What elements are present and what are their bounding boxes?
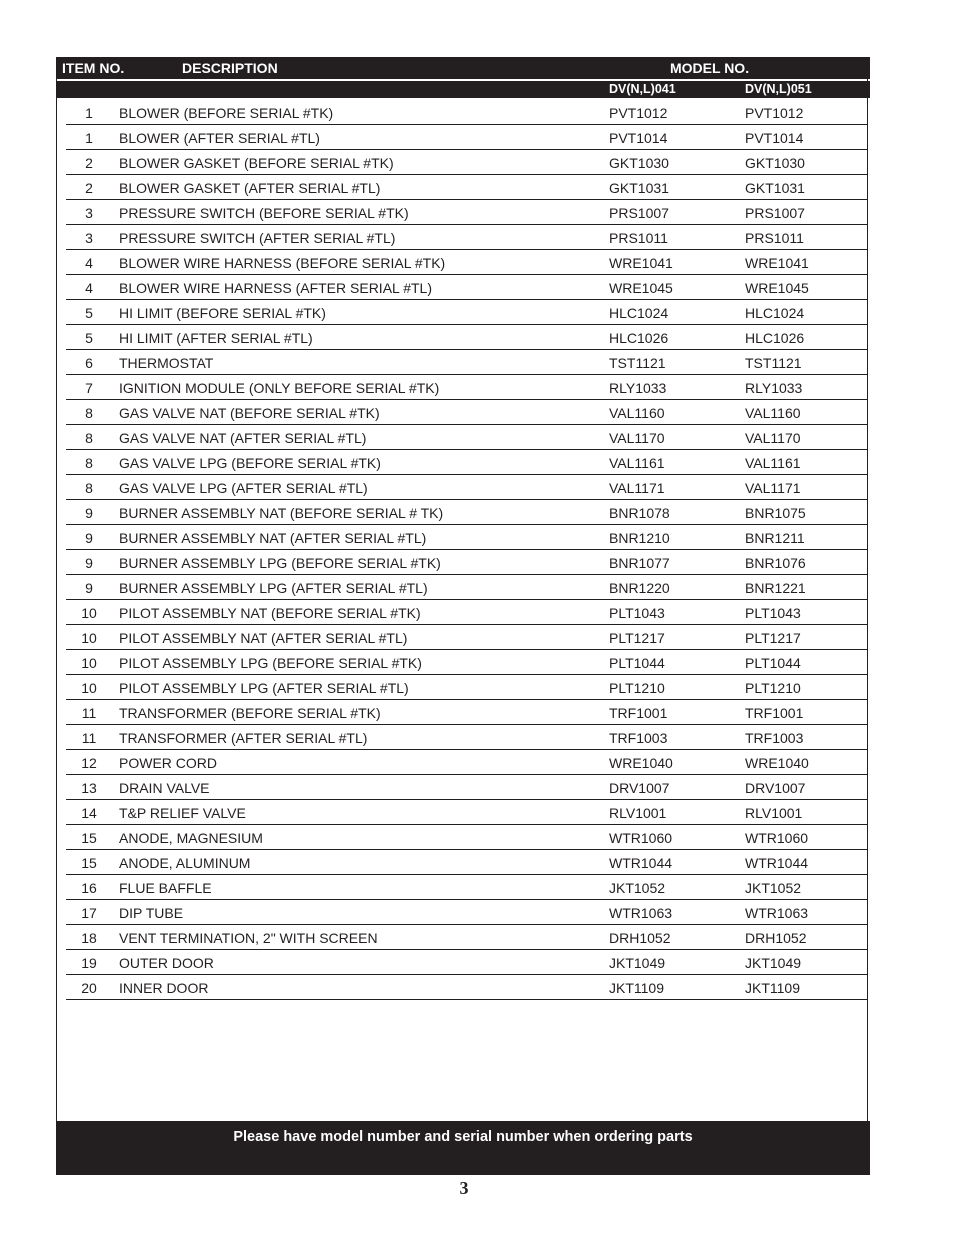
part-number-model-2: HLC1024 bbox=[745, 305, 805, 321]
part-number-model-1: WTR1044 bbox=[609, 855, 673, 871]
part-number-model-1: WRE1045 bbox=[609, 280, 673, 296]
item-description: HI LIMIT (AFTER SERIAL #TL) bbox=[119, 330, 313, 346]
item-description: PILOT ASSEMBLY NAT (BEFORE SERIAL #TK) bbox=[119, 605, 421, 621]
part-number-model-2: WRE1041 bbox=[745, 255, 809, 271]
model-subheader bbox=[56, 81, 870, 98]
table-row bbox=[66, 525, 868, 550]
item-description: BURNER ASSEMBLY NAT (BEFORE SERIAL # TK) bbox=[119, 505, 444, 521]
part-number-model-1: PRS1011 bbox=[609, 230, 668, 246]
ordering-note-bar bbox=[56, 1121, 870, 1175]
part-number-model-2: BNR1221 bbox=[745, 580, 806, 596]
header-model-no: MODEL NO. bbox=[670, 60, 750, 76]
table-row bbox=[66, 850, 868, 875]
model-1-label: DV(N,L)041 bbox=[609, 82, 676, 96]
part-number-model-2: TRF1003 bbox=[745, 730, 804, 746]
part-number-model-1: DRH1052 bbox=[609, 930, 671, 946]
item-number: 10 bbox=[81, 605, 97, 621]
part-number-model-2: WTR1060 bbox=[745, 830, 809, 846]
part-number-model-1: BNR1078 bbox=[609, 505, 670, 521]
table-row bbox=[66, 300, 868, 325]
item-description: GAS VALVE NAT (AFTER SERIAL #TL) bbox=[119, 430, 367, 446]
part-number-model-2: VAL1161 bbox=[745, 455, 801, 471]
table-row bbox=[66, 775, 868, 800]
part-number-model-2: RLV1001 bbox=[745, 805, 803, 821]
item-number: 15 bbox=[81, 855, 97, 871]
ordering-note: Please have model number and serial number when ordering parts bbox=[233, 1129, 693, 1145]
item-description: IGNITION MODULE (ONLY BEFORE SERIAL #TK) bbox=[119, 380, 440, 396]
item-description: BLOWER (BEFORE SERIAL #TK) bbox=[119, 105, 334, 121]
item-number: 3 bbox=[85, 205, 93, 221]
item-number: 14 bbox=[81, 805, 97, 821]
item-number: 18 bbox=[81, 930, 97, 946]
table-row bbox=[66, 900, 868, 925]
part-number-model-1: VAL1160 bbox=[609, 405, 665, 421]
part-number-model-1: PLT1217 bbox=[609, 630, 665, 646]
part-number-model-1: DRV1007 bbox=[609, 780, 670, 796]
item-number: 10 bbox=[81, 655, 97, 671]
header-description: DESCRIPTION bbox=[182, 60, 278, 76]
item-description: GAS VALVE LPG (BEFORE SERIAL #TK) bbox=[119, 455, 381, 471]
item-description: PILOT ASSEMBLY NAT (AFTER SERIAL #TL) bbox=[119, 630, 408, 646]
item-description: BURNER ASSEMBLY NAT (AFTER SERIAL #TL) bbox=[119, 530, 427, 546]
part-number-model-2: BNR1076 bbox=[745, 555, 806, 571]
table-row bbox=[66, 575, 868, 600]
part-number-model-2: PRS1011 bbox=[745, 230, 804, 246]
item-description: OUTER DOOR bbox=[119, 955, 214, 971]
part-number-model-1: HLC1024 bbox=[609, 305, 669, 321]
item-description: BLOWER WIRE HARNESS (BEFORE SERIAL #TK) bbox=[119, 255, 446, 271]
table-row bbox=[66, 800, 868, 825]
item-number: 10 bbox=[81, 630, 97, 646]
item-description: TRANSFORMER (BEFORE SERIAL #TK) bbox=[119, 705, 381, 721]
item-description: GAS VALVE NAT (BEFORE SERIAL #TK) bbox=[119, 405, 380, 421]
part-number-model-2: WRE1040 bbox=[745, 755, 809, 771]
item-number: 17 bbox=[81, 905, 97, 921]
part-number-model-1: GKT1031 bbox=[609, 180, 669, 196]
item-description: THERMOSTAT bbox=[119, 355, 214, 371]
item-number: 15 bbox=[81, 830, 97, 846]
item-description: DIP TUBE bbox=[119, 905, 184, 921]
table-row bbox=[66, 425, 868, 450]
table-row bbox=[66, 400, 868, 425]
item-number: 9 bbox=[85, 505, 93, 521]
item-number: 4 bbox=[85, 255, 93, 271]
part-number-model-1: PVT1014 bbox=[609, 130, 668, 146]
part-number-model-1: PRS1007 bbox=[609, 205, 669, 221]
item-number: 1 bbox=[85, 105, 93, 121]
item-number: 1 bbox=[85, 130, 93, 146]
part-number-model-1: BNR1077 bbox=[609, 555, 670, 571]
part-number-model-2: PVT1012 bbox=[745, 105, 804, 121]
item-description: GAS VALVE LPG (AFTER SERIAL #TL) bbox=[119, 480, 368, 496]
item-number: 9 bbox=[85, 555, 93, 571]
part-number-model-1: RLV1001 bbox=[609, 805, 667, 821]
part-number-model-1: PLT1210 bbox=[609, 680, 665, 696]
table-row bbox=[66, 725, 868, 750]
part-number-model-1: WRE1041 bbox=[609, 255, 673, 271]
part-number-model-2: VAL1171 bbox=[745, 480, 801, 496]
item-description: BLOWER (AFTER SERIAL #TL) bbox=[119, 130, 320, 146]
item-number: 11 bbox=[81, 705, 97, 721]
item-description: PILOT ASSEMBLY LPG (AFTER SERIAL #TL) bbox=[119, 680, 409, 696]
table-row bbox=[66, 350, 868, 375]
item-description: TRANSFORMER (AFTER SERIAL #TL) bbox=[119, 730, 368, 746]
part-number-model-1: TRF1001 bbox=[609, 705, 668, 721]
part-number-model-2: WRE1045 bbox=[745, 280, 809, 296]
part-number-model-1: PLT1043 bbox=[609, 605, 665, 621]
item-number: 7 bbox=[85, 380, 93, 396]
part-number-model-1: TST1121 bbox=[609, 355, 666, 371]
table-row bbox=[66, 175, 868, 200]
part-number-model-2: GKT1031 bbox=[745, 180, 805, 196]
table-row bbox=[66, 100, 868, 125]
item-description: VENT TERMINATION, 2" WITH SCREEN bbox=[119, 930, 378, 946]
part-number-model-1: TRF1003 bbox=[609, 730, 668, 746]
item-number: 20 bbox=[81, 980, 97, 996]
header-item-no: ITEM NO. bbox=[62, 60, 125, 76]
part-number-model-2: TST1121 bbox=[745, 355, 802, 371]
table-row bbox=[66, 450, 868, 475]
part-number-model-2: PLT1217 bbox=[745, 630, 801, 646]
item-number: 6 bbox=[85, 355, 93, 371]
table-row bbox=[66, 500, 868, 525]
table-row bbox=[66, 650, 868, 675]
part-number-model-1: JKT1109 bbox=[609, 980, 664, 996]
part-number-model-2: JKT1109 bbox=[745, 980, 800, 996]
item-description: T&P RELIEF VALVE bbox=[119, 805, 246, 821]
table-row bbox=[66, 200, 868, 225]
part-number-model-1: VAL1161 bbox=[609, 455, 665, 471]
item-number: 9 bbox=[85, 530, 93, 546]
item-description: DRAIN VALVE bbox=[119, 780, 210, 796]
table-row bbox=[66, 150, 868, 175]
item-number: 19 bbox=[81, 955, 97, 971]
table-row bbox=[66, 475, 868, 500]
table-row bbox=[66, 225, 868, 250]
item-number: 10 bbox=[81, 680, 97, 696]
item-description: POWER CORD bbox=[119, 755, 217, 771]
item-description: BURNER ASSEMBLY LPG (BEFORE SERIAL #TK) bbox=[119, 555, 441, 571]
part-number-model-2: RLY1033 bbox=[745, 380, 803, 396]
table-row bbox=[66, 750, 868, 775]
item-number: 13 bbox=[81, 780, 97, 796]
part-number-model-1: BNR1210 bbox=[609, 530, 670, 546]
item-description: ANODE, ALUMINUM bbox=[119, 855, 251, 871]
parts-table-body bbox=[66, 100, 868, 1000]
part-number-model-1: WTR1063 bbox=[609, 905, 673, 921]
part-number-model-1: WTR1060 bbox=[609, 830, 673, 846]
table-row bbox=[66, 550, 868, 575]
item-number: 16 bbox=[81, 880, 97, 896]
item-description: BLOWER GASKET (AFTER SERIAL #TL) bbox=[119, 180, 381, 196]
item-number: 5 bbox=[85, 305, 93, 321]
table-row bbox=[66, 625, 868, 650]
part-number-model-2: PVT1014 bbox=[745, 130, 804, 146]
part-number-model-1: VAL1170 bbox=[609, 430, 665, 446]
part-number-model-1: HLC1026 bbox=[609, 330, 669, 346]
part-number-model-1: JKT1052 bbox=[609, 880, 666, 896]
item-description: INNER DOOR bbox=[119, 980, 209, 996]
part-number-model-2: BNR1211 bbox=[745, 530, 805, 546]
table-row bbox=[66, 125, 868, 150]
part-number-model-2: PLT1210 bbox=[745, 680, 801, 696]
item-description: PILOT ASSEMBLY LPG (BEFORE SERIAL #TK) bbox=[119, 655, 422, 671]
table-row bbox=[66, 600, 868, 625]
item-number: 8 bbox=[85, 480, 93, 496]
table-row bbox=[66, 325, 868, 350]
part-number-model-2: WTR1044 bbox=[745, 855, 809, 871]
item-number: 9 bbox=[85, 580, 93, 596]
model-2-label: DV(N,L)051 bbox=[745, 82, 812, 96]
item-description: PRESSURE SWITCH (AFTER SERIAL #TL) bbox=[119, 230, 396, 246]
item-number: 2 bbox=[85, 180, 93, 196]
part-number-model-2: PRS1007 bbox=[745, 205, 805, 221]
item-number: 8 bbox=[85, 430, 93, 446]
part-number-model-2: GKT1030 bbox=[745, 155, 805, 171]
part-number-model-2: VAL1160 bbox=[745, 405, 801, 421]
part-number-model-1: JKT1049 bbox=[609, 955, 666, 971]
part-number-model-2: TRF1001 bbox=[745, 705, 804, 721]
item-description: PRESSURE SWITCH (BEFORE SERIAL #TK) bbox=[119, 205, 409, 221]
part-number-model-1: GKT1030 bbox=[609, 155, 669, 171]
page-number: 3 bbox=[459, 1178, 469, 1198]
part-number-model-1: PLT1044 bbox=[609, 655, 665, 671]
table-header bbox=[56, 57, 870, 79]
part-number-model-2: PLT1043 bbox=[745, 605, 801, 621]
table-row bbox=[66, 925, 868, 950]
item-number: 11 bbox=[81, 730, 97, 746]
table-row bbox=[66, 675, 868, 700]
table-row bbox=[66, 875, 868, 900]
part-number-model-2: BNR1075 bbox=[745, 505, 806, 521]
part-number-model-2: DRH1052 bbox=[745, 930, 807, 946]
table-row bbox=[66, 375, 868, 400]
table-row bbox=[66, 275, 868, 300]
item-description: BLOWER GASKET (BEFORE SERIAL #TK) bbox=[119, 155, 394, 171]
item-number: 5 bbox=[85, 330, 93, 346]
table-row bbox=[66, 975, 868, 1000]
table-row bbox=[66, 950, 868, 975]
part-number-model-2: VAL1170 bbox=[745, 430, 801, 446]
table-row bbox=[66, 250, 868, 275]
item-description: FLUE BAFFLE bbox=[119, 880, 212, 896]
part-number-model-1: BNR1220 bbox=[609, 580, 670, 596]
table-row bbox=[66, 700, 868, 725]
table-row bbox=[66, 825, 868, 850]
part-number-model-1: VAL1171 bbox=[609, 480, 665, 496]
item-description: HI LIMIT (BEFORE SERIAL #TK) bbox=[119, 305, 326, 321]
part-number-model-1: PVT1012 bbox=[609, 105, 668, 121]
part-number-model-2: JKT1052 bbox=[745, 880, 802, 896]
part-number-model-2: WTR1063 bbox=[745, 905, 809, 921]
part-number-model-1: RLY1033 bbox=[609, 380, 667, 396]
part-number-model-2: PLT1044 bbox=[745, 655, 801, 671]
item-number: 8 bbox=[85, 405, 93, 421]
item-number: 4 bbox=[85, 280, 93, 296]
part-number-model-2: DRV1007 bbox=[745, 780, 806, 796]
item-number: 8 bbox=[85, 455, 93, 471]
item-number: 12 bbox=[81, 755, 97, 771]
item-number: 3 bbox=[85, 230, 93, 246]
part-number-model-2: HLC1026 bbox=[745, 330, 805, 346]
part-number-model-2: JKT1049 bbox=[745, 955, 802, 971]
item-description: BLOWER WIRE HARNESS (AFTER SERIAL #TL) bbox=[119, 280, 432, 296]
part-number-model-1: WRE1040 bbox=[609, 755, 673, 771]
item-number: 2 bbox=[85, 155, 93, 171]
item-description: ANODE, MAGNESIUM bbox=[119, 830, 263, 846]
item-description: BURNER ASSEMBLY LPG (AFTER SERIAL #TL) bbox=[119, 580, 428, 596]
